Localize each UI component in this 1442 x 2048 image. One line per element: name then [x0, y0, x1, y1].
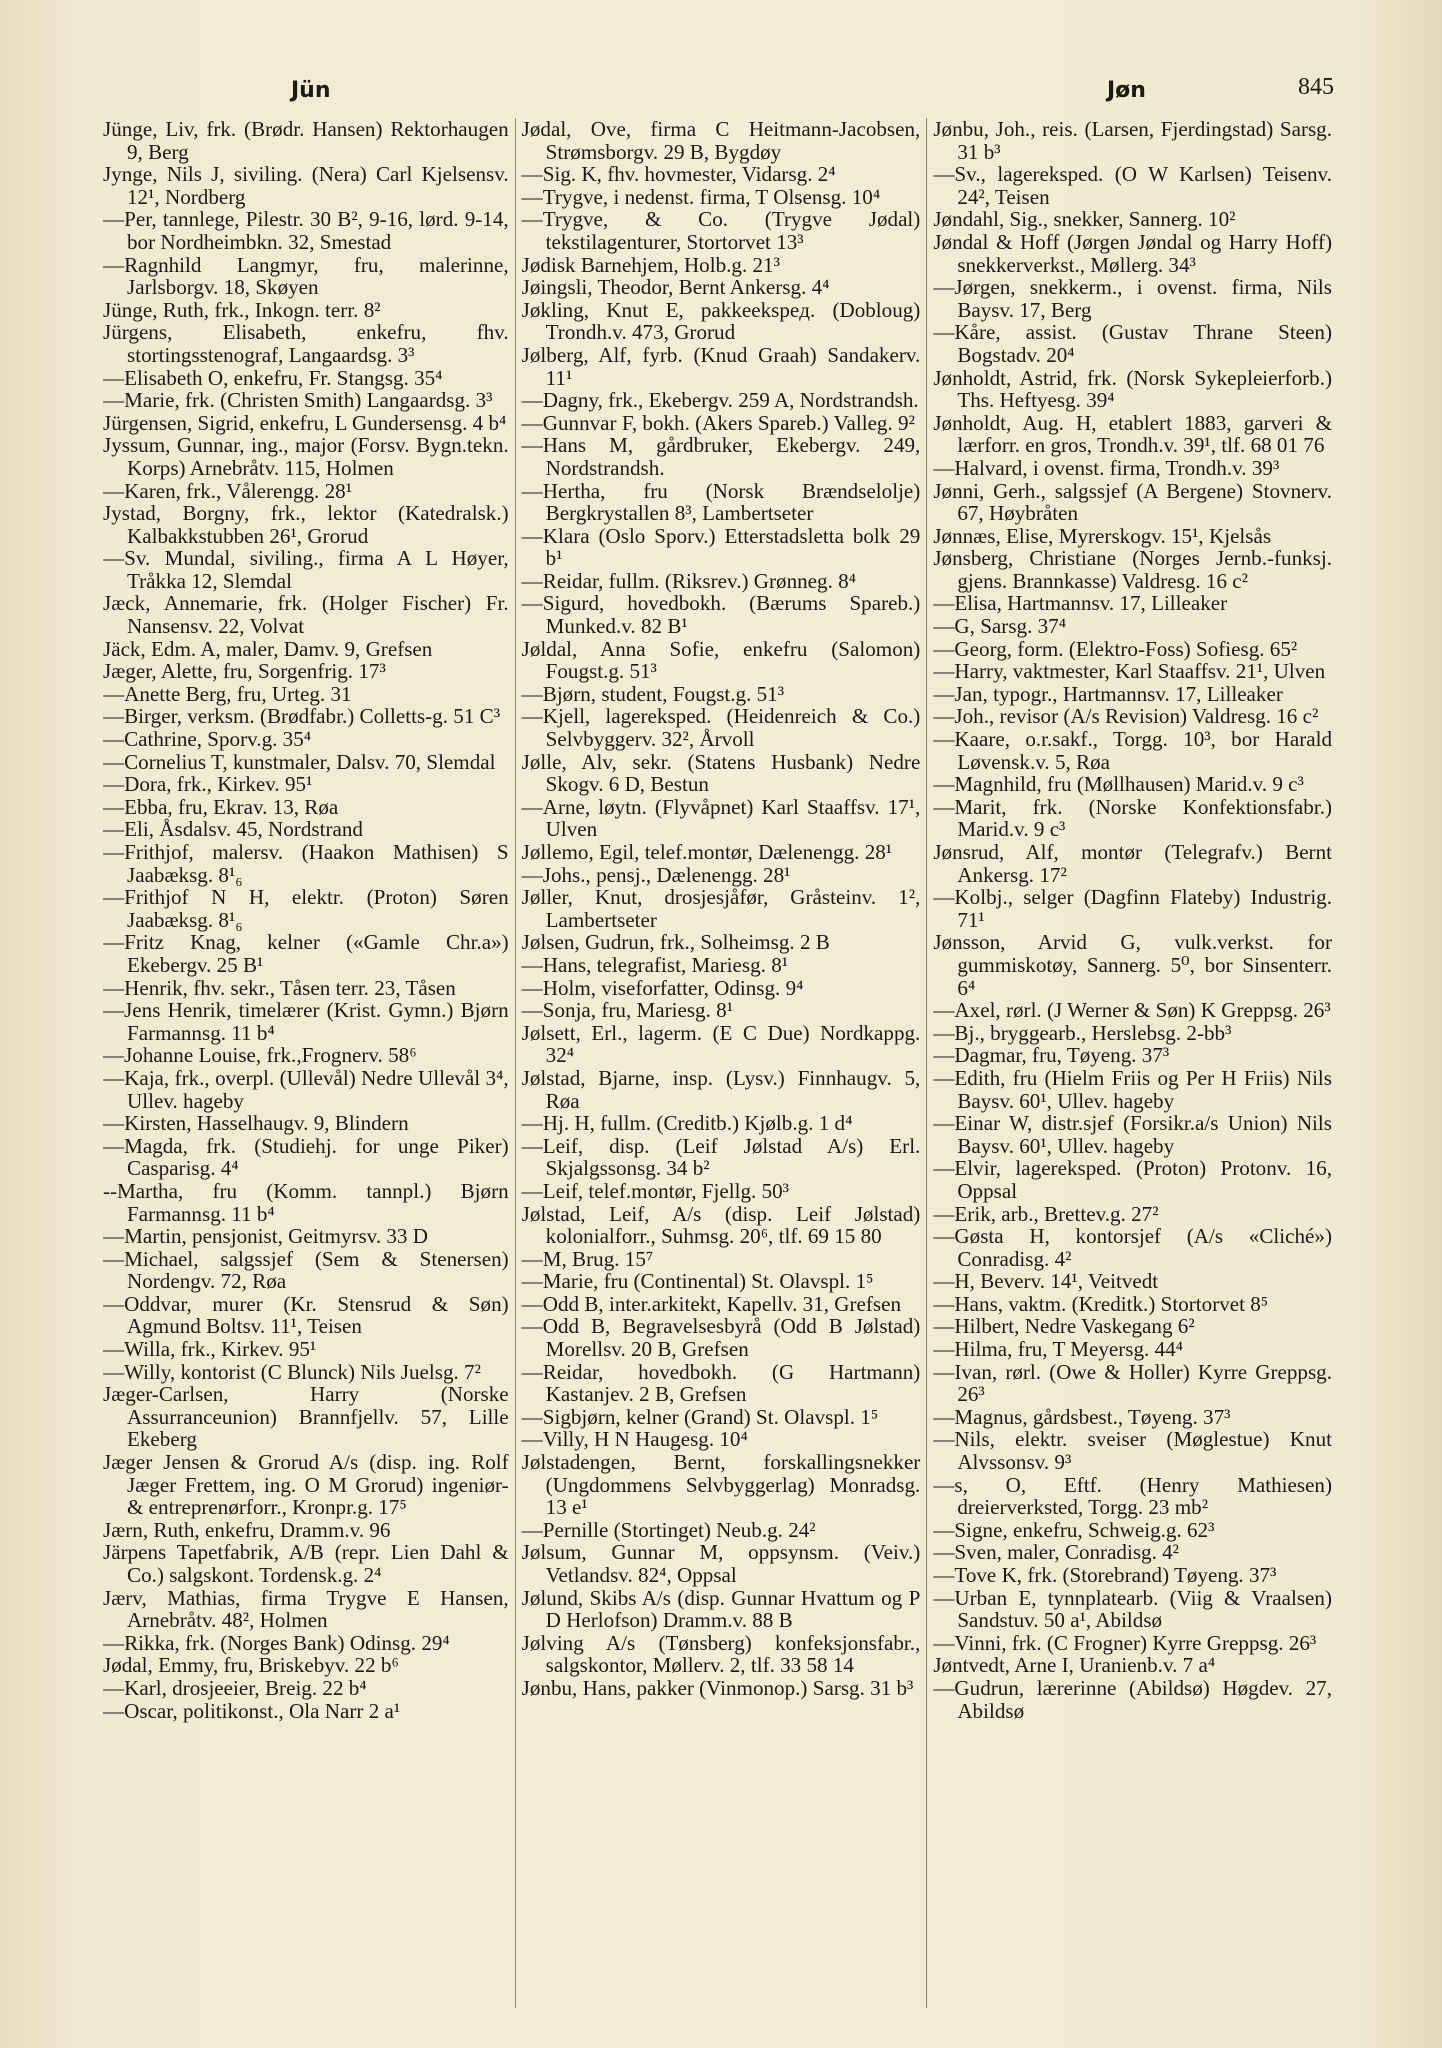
directory-entry: —Fritz Knag, kelner («Gamle Chr.a») Ekebergv. 25 B¹ — [103, 930, 509, 977]
directory-entry: Jødal, Ove, firma C Heitmann-Jacobsen, Strømsborgv. 29 B, Bygdøy — [521, 118, 921, 164]
directory-entry: —Magnus, gårdsbest., Tøyeng. 37³ — [933, 1404, 1231, 1429]
directory-entry: —Elvir, lagereksped. (Proton) Protonv. 16, Oppsal — [933, 1156, 1332, 1203]
directory-entry: —Frithjof N H, elektr. (Proton) Søren Jaabæksg. 8¹₆ — [103, 885, 509, 932]
directory-entry: Jæger Jensen & Grorud A/s (disp. ing. Rolf Jæger Frettem, ing. O M Grorud) ingeniør- & entreprenørforr., Kronpr.g. 17⁵ — [103, 1450, 509, 1520]
directory-entry: —Trygve, i nedenst. firma, T Olsensg. 10⁴ — [521, 184, 881, 209]
directory-entry: Jünge, Liv, frk. (Brødr. Hansen) Rektorhaugen 9, Berg — [103, 118, 509, 164]
directory-entry: —Birger, verksm. (Brødfabr.) Colletts-g. 51 C³ — [103, 704, 501, 729]
directory-entry: —Sigurd, hovedbokh. (Bærums Spareb.) Munked.v. 82 B¹ — [521, 591, 921, 639]
directory-entry: Jønbu, Joh., reis. (Larsen, Fjerdingstad) Sarsg. 31 b³ — [933, 118, 1332, 164]
directory-entry: —Cornelius T, kunstmaler, Dalsv. 70, Slemdal — [103, 749, 496, 774]
directory-entry: —Kolbj., selger (Dagfinn Flateby) Industrig. 71¹ — [933, 885, 1332, 932]
directory-entry: —Willy, kontorist (C Blunck) Nils Juelsg. 7² — [103, 1359, 481, 1384]
directory-entry: —Dora, frk., Kirkev. 95¹ — [103, 772, 313, 797]
directory-entry: Jølsum, Gunnar M, oppsynsm. (Veiv.) Vetlandsv. 82⁴, Oppsal — [521, 1540, 921, 1587]
directory-entry: —Harry, vaktmester, Karl Staaffsv. 21¹, Ulven — [933, 659, 1326, 684]
directory-entry: —Kirsten, Hasselhaugv. 9, Blindern — [103, 1111, 409, 1136]
directory-entry: Jøndal & Hoff (Jørgen Jøndal og Harry Hoff) snekkerverkst., Møllerg. 34³ — [933, 229, 1332, 277]
directory-entry: Jærn, Ruth, enkefru, Dramm.v. 96 — [103, 1517, 391, 1542]
directory-entry: —Nils, elektr. sveiser (Møglestue) Knut Alvssonsv. 9³ — [933, 1427, 1332, 1475]
directory-entry: —Cathrine, Sporv.g. 35⁴ — [103, 727, 312, 752]
entry-columns — [103, 118, 1338, 2008]
directory-entry: —Per, tannlege, Pilestr. 30 B², 9-16, lørd. 9-14, bor Nordheimbkn. 32, Smestad — [103, 207, 509, 254]
directory-entry: —M, Brug. 15⁷ — [521, 1246, 654, 1271]
directory-entry: —Joh., revisor (A/s Revision) Valdresg. 16 c² — [933, 704, 1319, 729]
directory-entry: Jynge, Nils J, siviling. (Nera) Carl Kjelsensv. 12¹, Nordberg — [103, 162, 509, 209]
left-guide-word: Jün — [291, 78, 331, 103]
directory-entry: —Hans, telegrafist, Mariesg. 8¹ — [521, 952, 789, 977]
directory-entry: —Henrik, fhv. sekr., Tåsen terr. 23, Tåsen — [103, 975, 456, 1000]
directory-entry: Jønsrud, Alf, montør (Telegrafv.) Bernt Ankersg. 17² — [933, 840, 1332, 887]
directory-entry: --Martha, fru (Komm. tannpl.) Bjørn Farmannsg. 11 b⁴ — [103, 1178, 509, 1226]
directory-entry: —Michael, salgssjef (Sem & Stenersen) Nordengv. 72, Røa — [103, 1246, 509, 1294]
directory-entry: —Halvard, i ovenst. firma, Trondh.v. 39³ — [933, 455, 1280, 480]
directory-entry: —Trygve, & Co. (Trygve Jødal) tekstilagenturer, Stortorvet 13³ — [521, 207, 921, 254]
directory-entry: —Leif, disp. (Leif Jølstad A/s) Erl. Skjalgssonsg. 34 b² — [521, 1133, 921, 1181]
page-header — [95, 74, 1334, 114]
directory-entry: Jæger, Alette, fru, Sorgenfrig. 17³ — [103, 659, 386, 684]
directory-entry: Jünge, Ruth, frk., Inkogn. terr. 8² — [103, 297, 381, 322]
directory-entry: —Karen, frk., Vålerengg. 28¹ — [103, 478, 353, 503]
directory-entry: —Gøsta H, kontorsjef (A/s «Cliché») Conradisg. 4² — [933, 1224, 1332, 1271]
column-3 — [926, 118, 1338, 2008]
directory-entry: —Hertha, fru (Norsk Brændselolje) Bergkrystallen 8³, Lambertseter — [521, 478, 921, 526]
directory-entry: —Jens Henrik, timelærer (Krist. Gymn.) Bjørn Farmannsg. 11 b⁴ — [103, 998, 509, 1045]
directory-entry: —Johanne Louise, frk.,Frognerv. 58⁶ — [103, 1043, 417, 1068]
directory-entry: —Gudrun, lærerinne (Abildsø) Høgdev. 27, Abildsø — [933, 1675, 1332, 1723]
directory-entry: —Anette Berg, fru, Urteg. 31 — [103, 681, 352, 706]
directory-entry: —Magnhild, fru (Møllhausen) Marid.v. 9 c³ — [933, 772, 1304, 797]
directory-entry: Jølund, Skibs A/s (disp. Gunnar Hvattum og P D Herlofson) Dramm.v. 88 B — [521, 1585, 921, 1633]
directory-entry: Jürgens, Elisabeth, enkefru, fhv. stortingsstenograf, Langaardsg. 3³ — [103, 320, 509, 367]
directory-entry: —Hilbert, Nedre Vaskegang 6² — [933, 1314, 1195, 1339]
directory-entry: Jølstadengen, Bernt, forskallingsnekker (Ungdommens Selvbyggerlag) Monradsg. 13 e¹ — [521, 1450, 921, 1520]
directory-entry: —Marie, fru (Continental) St. Olavspl. 1⁵ — [521, 1269, 874, 1294]
directory-entry: —Reidar, fullm. (Riksrev.) Grønneg. 8⁴ — [521, 568, 857, 593]
directory-entry: Jyssum, Gunnar, ing., major (Forsv. Bygn.tekn. Korps) Arnebråtv. 115, Holmen — [103, 433, 509, 480]
directory-entry: —Erik, arb., Brettev.g. 27² — [933, 1201, 1159, 1226]
column-1 — [103, 118, 515, 2008]
directory-entry: Jürgensen, Sigrid, enkefru, L Gundersensg. 4 b⁴ — [103, 410, 507, 435]
directory-entry: —Rikka, frk. (Norges Bank) Odinsg. 29⁴ — [103, 1630, 450, 1655]
directory-entry: —Hans, vaktm. (Kreditk.) Stortorvet 8⁵ — [933, 1291, 1269, 1316]
directory-entry: —Elisabeth O, enkefru, Fr. Stangsg. 35⁴ — [103, 365, 443, 390]
directory-entry: Jystad, Borgny, frk., lektor (Katedralsk.) Kalbakkstubben 26¹, Grorud — [103, 501, 509, 548]
directory-entry: —Kaare, o.r.sakf., Torgg. 10³, bor Harald Løvensk.v. 5, Røa — [933, 727, 1332, 774]
directory-entry: —Johs., pensj., Dælenengg. 28¹ — [521, 862, 791, 887]
directory-entry: —H, Beverv. 14¹, Veitvedt — [933, 1269, 1159, 1294]
directory-entry: —Arne, løytn. (Flyvåpnet) Karl Staaffsv. 17¹, Ulven — [521, 794, 921, 842]
directory-entry: —Jan, typogr., Hartmannsv. 17, Lilleaker — [933, 681, 1283, 706]
directory-entry: Jøndahl, Sig., snekker, Sannerg. 10² — [933, 207, 1236, 232]
directory-entry: Jønni, Gerh., salgssjef (A Bergene) Stovnerv. 67, Høybråten — [933, 478, 1332, 526]
directory-entry: Jølsen, Gudrun, frk., Solheimsg. 2 B — [521, 930, 830, 955]
directory-entry: Jølving A/s (Tønsberg) konfeksjonsfabr., salgskontor, Møllerv. 2, tlf. 33 58 14 — [521, 1630, 921, 1678]
directory-entry: Järpens Tapetfabrik, A/B (repr. Lien Dahl & Co.) salgskont. Tordensk.g. 2⁴ — [103, 1540, 509, 1587]
directory-entry: —Sv., lagereksped. (O W Karlsen) Teisenv. 24², Teisen — [933, 162, 1332, 209]
directory-entry: —Signe, enkefru, Schweig.g. 62³ — [933, 1517, 1215, 1542]
directory-entry: —Hilma, fru, T Meyersg. 44⁴ — [933, 1337, 1184, 1362]
directory-entry: Jønbu, Hans, pakker (Vinmonop.) Sarsg. 31 b³ — [521, 1675, 914, 1700]
directory-entry: —Kåre, assist. (Gustav Thrane Steen) Bogstadv. 20⁴ — [933, 320, 1332, 367]
directory-entry: —Kjell, lagereksped. (Heidenreich & Co.) Selvbyggerv. 32², Årvoll — [521, 704, 921, 752]
directory-entry: Jølstad, Bjarne, insp. (Lysv.) Finnhaugv. 5, Røa — [521, 1065, 921, 1113]
directory-entry: —Georg, form. (Elektro-Foss) Sofiesg. 65² — [933, 636, 1298, 661]
directory-entry: Jølsett, Erl., lagerm. (E C Due) Nordkappg. 32⁴ — [521, 1020, 921, 1068]
directory-entry: Jæger-Carlsen, Harry (Norske Assurranceunion) Brannfjellv. 57, Lille Ekeberg — [103, 1382, 509, 1452]
directory-entry: Jøntvedt, Arne I, Uranienb.v. 7 a⁴ — [933, 1653, 1216, 1678]
directory-entry: —Hans M, gårdbruker, Ekebergv. 249, Nordstrandsh. — [521, 433, 921, 480]
directory-entry: —Holm, viseforfatter, Odinsg. 9⁴ — [521, 975, 804, 1000]
directory-entry: Jäck, Edm. A, maler, Damv. 9, Grefsen — [103, 636, 433, 661]
directory-entry: Jødal, Emmy, fru, Briskebyv. 22 b⁶ — [103, 1653, 399, 1678]
directory-entry: —Gunnvar F, bokh. (Akers Spareb.) Valleg. 9² — [521, 410, 915, 435]
directory-entry: —s, O, Eftf. (Henry Mathiesen) dreierverksted, Torgg. 23 mb² — [933, 1472, 1332, 1520]
directory-entry: —Hj. H, fullm. (Creditb.) Kjølb.g. 1 d⁴ — [521, 1111, 853, 1136]
directory-entry: —Martin, pensjonist, Geitmyrsv. 33 D — [103, 1224, 428, 1249]
directory-entry: —Marie, frk. (Christen Smith) Langaardsg. 3³ — [103, 388, 493, 413]
directory-entry: —Dagmar, fru, Tøyeng. 37³ — [933, 1043, 1170, 1068]
directory-entry: —Ebba, fru, Ekrav. 13, Røa — [103, 794, 339, 819]
directory-entry: —Bjørn, student, Fougst.g. 51³ — [521, 681, 785, 706]
directory-entry: —Dagny, frk., Ekebergv. 259 A, Nordstrandsh. — [521, 388, 919, 413]
directory-entry: —Oscar, politikonst., Ola Narr 2 a¹ — [103, 1698, 401, 1723]
directory-entry: —Pernille (Stortinget) Neub.g. 24² — [521, 1517, 816, 1542]
directory-entry: Jønholdt, Astrid, frk. (Norsk Sykepleierforb.) Ths. Heftyesg. 39⁴ — [933, 365, 1332, 413]
directory-entry: —Oddvar, murer (Kr. Stensrud & Søn) Agmund Boltsv. 11¹, Teisen — [103, 1291, 509, 1339]
directory-entry: —Marit, frk. (Norske Konfektionsfabr.) Marid.v. 9 c³ — [933, 794, 1332, 842]
directory-entry: Jøkling, Knut E, pakkeekspeд. (Dobloug) Trondh.v. 473, Grorud — [521, 297, 921, 345]
directory-entry: —Edith, fru (Hielm Friis og Per H Friis) Nils Baysv. 60¹, Ullev. hageby — [933, 1065, 1332, 1113]
directory-entry: —Frithjof, malersv. (Haakon Mathisen) S Jaabæksg. 8¹₆ — [103, 840, 509, 887]
directory-entry: —Karl, drosjeeier, Breig. 22 b⁴ — [103, 1675, 367, 1700]
directory-entry: Jølstad, Leif, A/s (disp. Leif Jølstad) kolonialforr., Suhmsg. 20⁶, tlf. 69 15 80 — [521, 1201, 921, 1249]
directory-entry: —Odd B, inter.arkitekt, Kapellv. 31, Grefsen — [521, 1291, 902, 1316]
directory-entry: —Axel, rørl. (J Werner & Søn) K Greppsg. 26³ — [933, 998, 1331, 1023]
directory-entry: —Sv. Mundal, siviling., firma A L Høyer, Tråkka 12, Slemdal — [103, 546, 509, 593]
directory-entry: Jøingsli, Theodor, Bernt Ankersg. 4⁴ — [521, 275, 830, 300]
directory-entry: Jøller, Knut, drosjesjåfør, Gråsteinv. 1², Lambertseter — [521, 885, 921, 932]
directory-entry: —Klara (Oslo Sporv.) Etterstadsletta bolk 29 b¹ — [521, 523, 921, 571]
directory-entry: —Sonja, fru, Mariesg. 8¹ — [521, 998, 734, 1023]
directory-entry: Jøldal, Anna Sofie, enkefru (Salomon) Fougst.g. 51³ — [521, 636, 921, 684]
directory-entry: Jærv, Mathias, firma Trygve E Hansen, Arnebråtv. 48², Holmen — [103, 1585, 509, 1633]
directory-entry: Jønholdt, Aug. H, etablert 1883, garveri & lærforr. en gros, Trondh.v. 39¹, tlf. 68 01 76 — [933, 410, 1332, 458]
directory-entry: —Villy, H N Haugesg. 10⁴ — [521, 1427, 748, 1452]
directory-entry: —Odd B, Begravelsesbyrå (Odd B Jølstad) Morellsv. 20 B, Grefsen — [521, 1314, 921, 1362]
directory-entry: —Ragnhild Langmyr, fru, malerinne, Jarlsborgv. 18, Skøyen — [103, 252, 509, 300]
directory-entry: —Reidar, hovedbokh. (G Hartmann) Kastanjev. 2 B, Grefsen — [521, 1359, 921, 1407]
column-2 — [515, 118, 927, 2008]
directory-entry: —Leif, telef.montør, Fjellg. 50³ — [521, 1178, 789, 1203]
directory-entry: Jønnæs, Elise, Myrerskogv. 15¹, Kjelsås — [933, 523, 1272, 548]
directory-entry: —Ivan, rørl. (Owe & Holler) Kyrre Greppsg. 26³ — [933, 1359, 1332, 1407]
directory-entry: —Einar W, distr.sjef (Forsikr.a/s Union) Nils Baysv. 60¹, Ullev. hageby — [933, 1111, 1332, 1158]
directory-entry: —Bj., bryggearb., Herslebsg. 2-bb³ — [933, 1020, 1232, 1045]
directory-entry: Jødisk Barnehjem, Holb.g. 21³ — [521, 252, 780, 277]
directory-entry: Jønsberg, Christiane (Norges Jernb.-funksj. gjens. Brannkasse) Valdresg. 16 c² — [933, 546, 1332, 593]
directory-entry: —Willa, frk., Kirkev. 95¹ — [103, 1337, 317, 1362]
directory-entry: Jøllemo, Egil, telef.montør, Dælenengg. 28¹ — [521, 840, 893, 864]
directory-entry: —Sig. K, fhv. hovmester, Vidarsg. 2⁴ — [521, 162, 836, 187]
directory-entry: —Kaja, frk., overpl. (Ullevål) Nedre Ullevål 3⁴, Ullev. hageby — [103, 1065, 509, 1113]
directory-entry: —Vinni, frk. (C Frogner) Kyrre Greppsg. 26³ — [933, 1630, 1317, 1655]
directory-entry: —Sigbjørn, kelner (Grand) St. Olavspl. 1⁵ — [521, 1404, 879, 1429]
directory-entry: —Eli, Åsdalsv. 45, Nordstrand — [103, 817, 363, 842]
right-guide-word: Jøn — [1107, 78, 1146, 103]
directory-entry: —Sven, maler, Conradisg. 4² — [933, 1540, 1180, 1565]
directory-entry: —Elisa, Hartmannsv. 17, Lilleaker — [933, 591, 1228, 616]
directory-entry: Jæck, Annemarie, frk. (Holger Fischer) Fr. Nansensv. 22, Volvat — [103, 591, 509, 639]
directory-entry: Jølle, Alv, sekr. (Statens Husbank) Nedre Skogv. 6 D, Bestun — [521, 749, 921, 797]
directory-entry: —Urban E, tynnplatearb. (Viig & Vraalsen) Sandstuv. 50 a¹, Abildsø — [933, 1585, 1332, 1633]
directory-entry: Jønsson, Arvid G, vulk.verkst. for gummiskotøy, Sannerg. 5⁰, bor Sinsenterr. 6⁴ — [933, 930, 1332, 1000]
directory-entry: —Magda, frk. (Studiehj. for unge Piker) Casparisg. 4⁴ — [103, 1133, 509, 1181]
directory-entry: —G, Sarsg. 37⁴ — [933, 614, 1067, 639]
directory-entry: Jølberg, Alf, fyrb. (Knud Graah) Sandakerv. 11¹ — [521, 342, 921, 390]
page-number: 845 — [1298, 74, 1334, 100]
directory-entry: —Jørgen, snekkerm., i ovenst. firma, Nils Baysv. 17, Berg — [933, 275, 1332, 322]
directory-entry: —Tove K, frk. (Storebrand) Tøyeng. 37³ — [933, 1563, 1277, 1587]
